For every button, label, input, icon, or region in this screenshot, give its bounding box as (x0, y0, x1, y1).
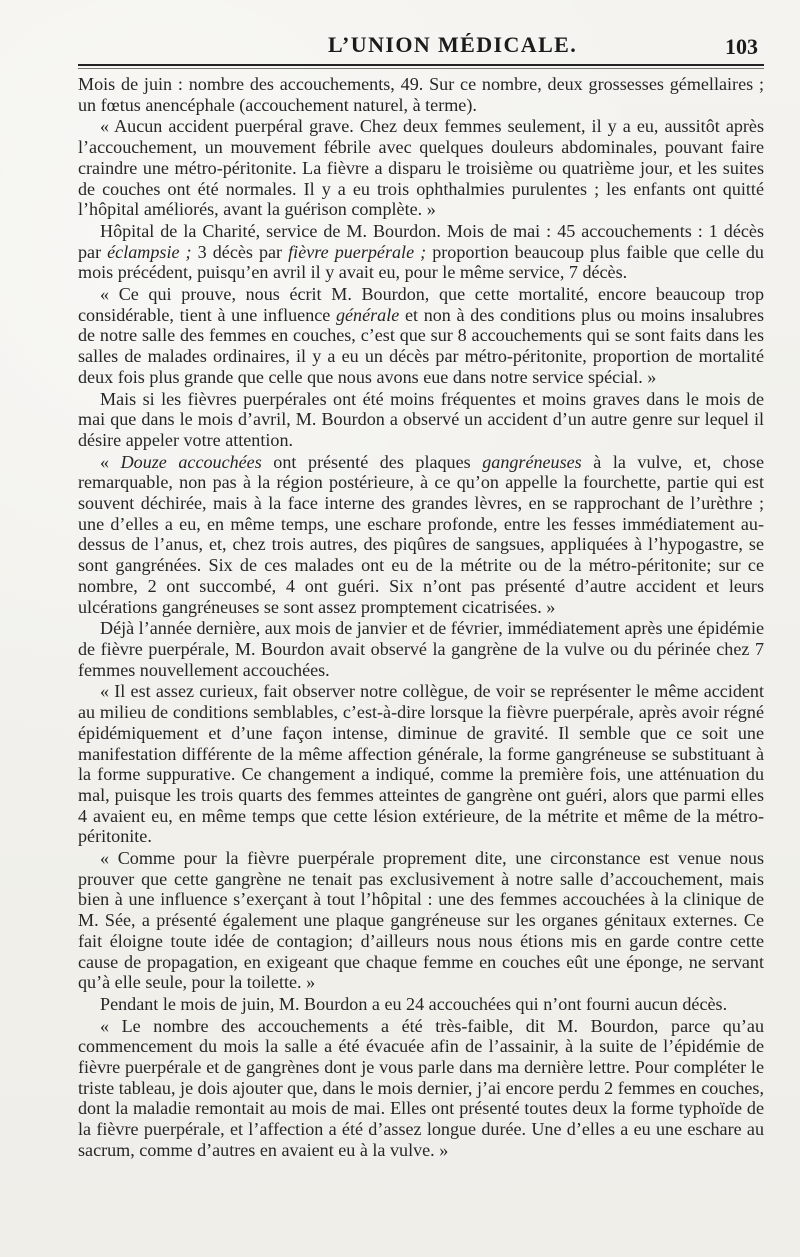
article-body (78, 62, 764, 1161)
paragraph-p3 (78, 221, 764, 283)
paragraph-p11 (78, 1016, 764, 1161)
text-run: « (100, 451, 121, 472)
italic-text: générale (335, 304, 400, 325)
paragraph-p10 (78, 994, 764, 1015)
text-run: et non à des conditions plus ou moins insalubres de notre salle des femmes en couches, c’est que sur 8 accouchements qui se sont faits dans les salles de malades ordinaires, il y a eu un décès par métro-péritonite, proportion de mortalité deux fois plus grande que celle que nous avons eue dans notre service spécial. » (78, 304, 764, 387)
text-run: 3 décès par (191, 241, 289, 262)
text-run: « Ce qui prouve, nous écrit M. Bourdon, que cette mortalité, encore beaucoup trop considérable, tient à une influence (78, 284, 764, 325)
paragraph-p5 (78, 389, 764, 451)
text-run: à la vulve, et, chose remarquable, non pas à la région postérieure, à ce qu’on appelle la fourchette, partie qui est souvent déchirée, mais à la face interne des grandes lèvres, en se rapprochant de l’urèthre ; une d’elles a eu, en même temps, une eschare profonde, entre les fesses immédiatement au-dessus de l’anus, et, chez trois autres, des piqûres de sangsues, appliquées à l’hypogastre, se sont gangrénées. Six de ces malades ont eu de la métrite ou de la métro-péritonite; sur ce nombre, 2 ont succombé, 4 ont guéri. Six n’ont pas présenté d’autre accident et leurs ulcérations gangréneuses se sont assez promptement cicatrisées. » (78, 451, 764, 617)
text-run: « Le nombre des accouchements a été très-faible, dit M. Bourdon, parce qu’au commencement du mois la salle a été évacuée afin de l’assainir, à la suite de l’épidémie de fièvre puerpérale et de gangrènes dont je vous parle dans ma dernière lettre. Pour compléter le triste tableau, je dois ajouter que, dans le mois dernier, j’ai encore perdu 2 femmes en couches, dont la maladie remontait au mois de mai. Elles ont présenté toutes deux la forme typhoïde de la fièvre puerpérale, et l’affection a été d’assez longue durée. Une d’elles a eu une eschare au sacrum, comme d’autres en avaient eu à la vulve. » (78, 1015, 764, 1160)
paragraph-p6 (78, 452, 764, 618)
text-run: « Aucun accident puerpéral grave. Chez deux femmes seulement, il y a eu, aussitôt après l’accouchement, un mouvement fébrile avec quelques douleurs abdominales, pouvant faire craindre une métro-péritonite. La fièvre a disparu le troisième ou quatrième jour, et les suites de couches ont été normales. Il y a eu trois ophthalmies purulentes ; les enfants ont quitté l’hôpital améliorés, avant la guérison complète. » (78, 116, 764, 220)
text-run: Déjà l’année dernière, aux mois de janvier et de février, immédiatement après une épidémie de fièvre puerpérale, M. Bourdon avait observé la gangrène de la vulve ou du périnée chez 7 femmes nouvellement accouchées. (78, 618, 764, 680)
header-rule (78, 64, 764, 69)
paragraph-p9 (78, 848, 764, 993)
text-run: Hôpital de la Charité, service de M. Bourdon. Mois de mai : 45 accouchements : 1 décès par (78, 220, 764, 262)
page-number: 103 (725, 34, 758, 59)
text-run: Mois de juin : nombre des accouchements, 49. Sur ce nombre, deux grossesses gémellaires ; un fœtus anencéphale (accouchement naturel, à terme). (78, 74, 764, 115)
paragraph-p8 (78, 681, 764, 847)
journal-title: L’UNION MÉDICALE. (328, 32, 578, 57)
text-run: « Il est assez curieux, fait observer notre collègue, de voir se représenter le même accident au milieu de conditions semblables, c’est-à-dire lorsque la fièvre puerpérale, après avoir régné épidémiquement et d’une façon intense, diminue de gravité. Il semble que ce soit une manifestation différente de la même affection générale, la forme gangréneuse se substituant à la forme suppurative. Ce changement a indiqué, comme la première fois, une atténuation du mal, puisque les trois quarts des femmes atteintes de gangrène ont guéri, alors que parmi elles 4 avaient eu, en même temps que cette lésion extérieure, de la métrite et même de la métro-péritonite. (78, 681, 764, 847)
text-run: ont présenté des plaques (261, 451, 483, 472)
italic-text: Douze accouchées (120, 451, 262, 472)
paragraph-p7 (78, 618, 764, 680)
italic-text: gangréneuses (482, 451, 582, 472)
text-run: proportion beaucoup plus faible que celle du mois précédent, puisqu’en avril il y avait eu, pour le même service, 7 décès. (78, 241, 764, 283)
paragraph-p2 (78, 116, 764, 220)
paragraph-p1 (78, 74, 764, 115)
text-run: « Comme pour la fièvre puerpérale proprement dite, une circonstance est venue nous prouver que cette gangrène ne tenait pas exclusivement à notre salle d’accouchement, mais bien à une influence s’exerçant à tout l’hôpital : une des femmes accouchées à la clinique de M. Sée, a présenté également une plaque gangréneuse sur les organes génitaux externes. Ce fait éloigne toute idée de contagion; d’ailleurs nous nous étions mis en garde contre cette cause de propagation, en exigeant que chaque femme en couches eût une éponge, ne servant qu’à elle seule, pour la toilette. » (78, 848, 764, 993)
italic-text: fièvre puerpérale ; (288, 241, 427, 262)
paragraph-p4 (78, 284, 764, 388)
italic-text: éclampsie ; (107, 241, 192, 262)
text-run: Pendant le mois de juin, M. Bourdon a eu 24 accouchées qui n’ont fourni aucun décès. (100, 993, 728, 1014)
running-head (78, 0, 764, 62)
text-run: Mais si les fièvres puerpérales ont été moins fréquentes et moins graves dans le mois de mai que dans le mois d’avril, M. Bourdon a observé un accident d’un autre genre sur lequel il désire appeler votre attention. (78, 388, 764, 450)
